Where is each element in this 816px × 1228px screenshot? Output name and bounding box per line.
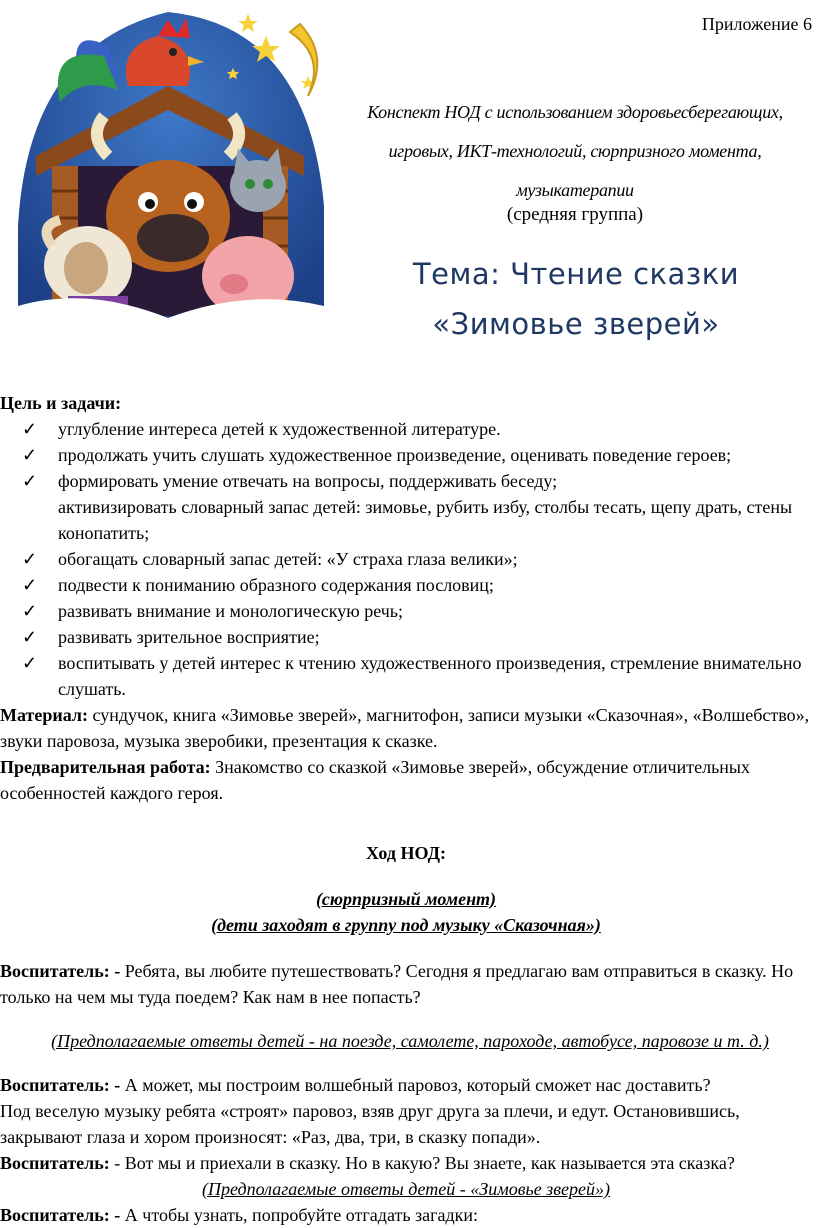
- checkmark-icon: ✓: [22, 627, 38, 647]
- fairy-tale-illustration: [8, 6, 330, 344]
- speaker-label: Воспитатель: -: [0, 1075, 121, 1095]
- list-item: ✓ продолжать учить слушать художественное произведение, оценивать поведение героев;: [0, 442, 812, 468]
- group-label: (средняя группа): [506, 204, 644, 225]
- list-item: ✓ подвести к пониманию образного содержания пословиц;: [0, 572, 812, 598]
- subtitle-line-1: Конспект НОД с использованием здоровьесберегающих,: [367, 102, 783, 122]
- checkmark-icon: ✓: [22, 549, 38, 569]
- list-item: ✓ обогащать словарный запас детей: «У страха глаза велики»;: [0, 546, 812, 572]
- course-title: Ход НОД:: [365, 843, 446, 863]
- checkmark-icon: ✓: [22, 653, 38, 673]
- enter-note: (дети заходят в группу под музыку «Сказочная»): [211, 915, 601, 935]
- goals-list: [0, 416, 812, 702]
- material-label: Материал:: [0, 705, 88, 725]
- checkmark-icon: ✓: [22, 419, 38, 439]
- checkmark-icon: ✓: [22, 575, 38, 595]
- narration-paragraph: Под веселую музыку ребята «строят» паровоз, взяв друг друга за плечи, и едут. Остановившись, закрывают глаза и хором произносят: «Раз, два, три, в сказку попади».: [0, 1101, 740, 1147]
- dialog-paragraph-1: Воспитатель: - Ребята, вы любите путешествовать? Сегодня я предлагаю вам отправиться в сказку. Но только на чем мы туда поедем? Как нам в нее попасть?: [0, 961, 794, 1007]
- prep-text: Знакомство со сказкой «Зимовье зверей», обсуждение отличительных особенностей каждого героя.: [0, 757, 751, 803]
- subtitle-line-2: игровых, ИКТ-технологий, сюрпризного момента,: [388, 141, 762, 161]
- speaker-label: Воспитатель: -: [0, 1205, 121, 1225]
- list-item: ✓ развивать зрительное восприятие;: [0, 624, 812, 650]
- material-paragraph: [0, 702, 812, 754]
- list-item: ✓ углубление интереса детей к художественной литературе.: [0, 416, 812, 442]
- dialog-paragraph-2: Воспитатель: - А может, мы построим волшебный паровоз, который сможет нас доставить?: [0, 1075, 711, 1095]
- surprise-moment: (сюрпризный момент): [315, 889, 497, 909]
- checkmark-icon: ✓: [22, 445, 38, 465]
- topic-title: Тема: Чтение сказки: [412, 257, 740, 291]
- speaker-label: Воспитатель: -: [0, 961, 121, 981]
- list-item: ✓ воспитывать у детей интерес к чтению художественного произведения, стремление внимательно слушать.: [0, 650, 812, 702]
- list-item: ✓ формировать умение отвечать на вопросы, поддерживать беседу; активизировать словарный запас детей: зимовье, рубить избу, столбы тесать, щепу драть, стены конопатить;: [0, 468, 812, 546]
- document-body: [0, 390, 812, 1228]
- appendix-label: Приложение 6: [701, 14, 812, 34]
- subtitle-line-3: музыкатерапии: [516, 180, 634, 200]
- dialog-paragraph-3: Воспитатель: - Вот мы и приехали в сказку. Но в какую? Вы знаете, как называется эта сказка?: [0, 1153, 735, 1173]
- checkmark-icon: ✓: [22, 471, 38, 491]
- checkmark-icon: ✓: [22, 601, 38, 621]
- speaker-label: Воспитатель:: [0, 1153, 110, 1173]
- prep-label: Предварительная работа:: [0, 757, 211, 777]
- goals-heading: Цель и задачи:: [0, 393, 122, 413]
- dialog-paragraph-4: Воспитатель: - А чтобы узнать, попробуйте отгадать загадки:: [0, 1205, 479, 1225]
- list-item: ✓ развивать внимание и монологическую речь;: [0, 598, 812, 624]
- topic-tale-name: «Зимовье зверей»: [432, 307, 720, 341]
- children-answers-2: (Предполагаемые ответы детей - «Зимовье зверей»): [201, 1179, 610, 1199]
- material-text: сундучок, книга «Зимовье зверей», магнитофон, записи музыки «Сказочная», «Волшебство», звуки паровоза, музыка зверобики, презентация к сказке.: [0, 705, 810, 751]
- children-answers-1: (Предполагаемые ответы детей - на поезде, самолете, пароходе, автобусе, паровозе и т. д.): [51, 1031, 769, 1051]
- prep-paragraph: [0, 754, 812, 806]
